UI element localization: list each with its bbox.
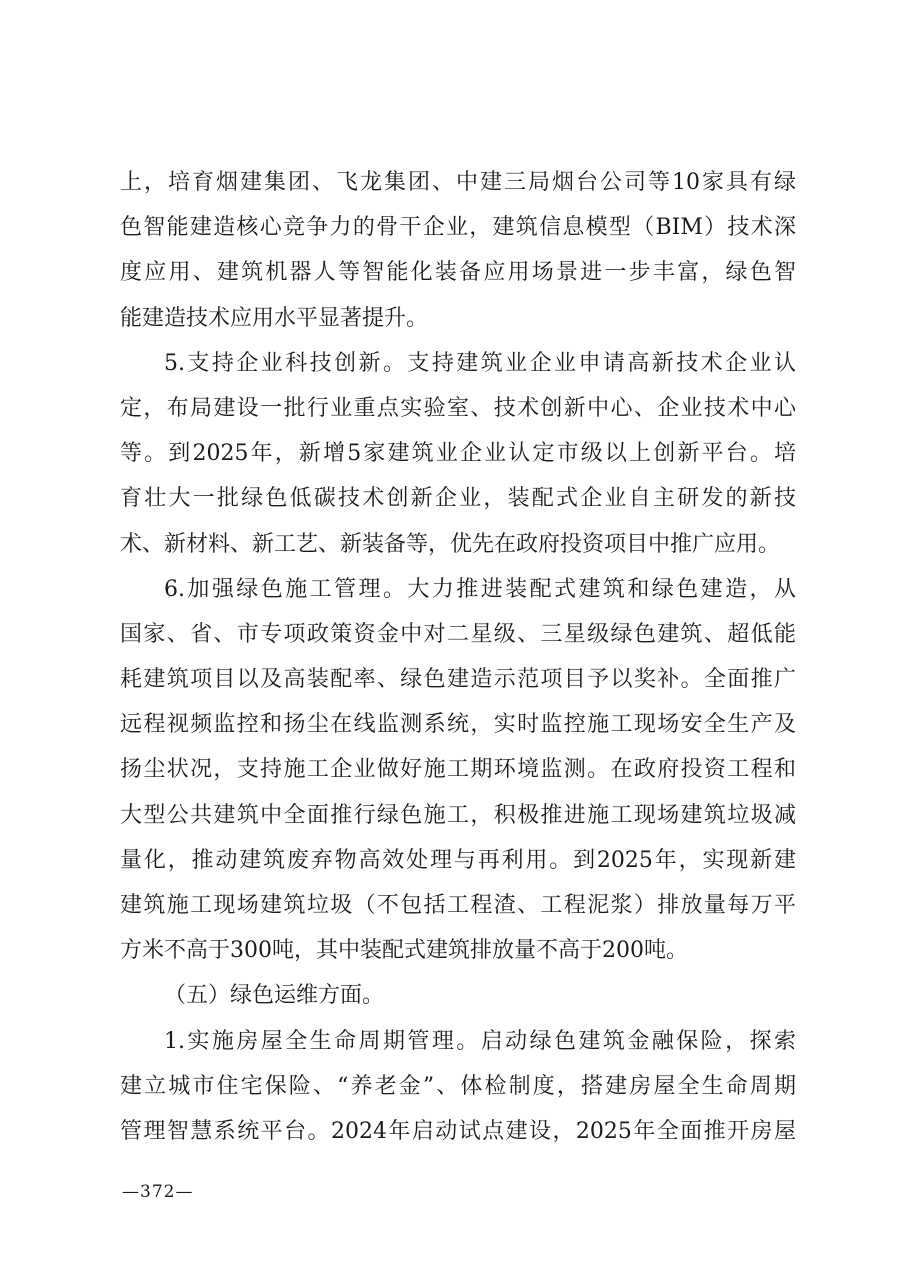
text-line: 上，培育烟建集团、飞龙集团、中建三局烟台公司等10家具有绿 [120, 170, 796, 195]
section-heading: （五）绿色运维方面。 [164, 983, 385, 1009]
text-line: 色智能建造核心竞争力的骨干企业，建筑信息模型（BIM）技术深 [120, 215, 796, 241]
text-line: 术、新材料、新工艺、新装备等，优先在政府投资项目中推广应用。 [120, 531, 781, 557]
text-line: 远程视频监控和扬尘在线监测系统，实时监控施工现场安全生产及 [120, 712, 796, 738]
text-line: 耗建筑项目以及高装配率、绿色建造示范项目予以奖补。全面推广 [120, 667, 796, 693]
page-number: —372— [122, 1182, 194, 1202]
text-line: 建立城市住宅保险、“养老金”、体检制度，搭建房屋全生命周期 [120, 1073, 796, 1099]
text-line: 6.加强绿色施工管理。大力推进装配式建筑和绿色建造，从 [164, 576, 796, 602]
text-line: 5.支持企业科技创新。支持建筑业企业申请高新技术企业认 [164, 350, 796, 376]
text-line: 1.实施房屋全生命周期管理。启动绿色建筑金融保险，探索 [164, 1028, 796, 1054]
text-line: 管理智慧系统平台。2024年启动试点建设，2025年全面推开房屋 [120, 1118, 796, 1144]
text-line: 能建造技术应用水平显著提升。 [120, 305, 429, 331]
text-line: 扬尘状况，支持施工企业做好施工期环境监测。在政府投资工程和 [120, 757, 796, 783]
text-line: 方米不高于300吨，其中装配式建筑排放量不高于200吨。 [120, 938, 688, 964]
text-line: 度应用、建筑机器人等智能化装备应用场景进一步丰富，绿色智 [120, 260, 796, 286]
text-line: 大型公共建筑中全面推行绿色施工，积极推进施工现场建筑垃圾减 [120, 802, 796, 828]
text-line: 育壮大一批绿色低碳技术创新企业，装配式企业自主研发的新技 [120, 486, 796, 512]
text-line: 建筑施工现场建筑垃圾（不包括工程渣、工程泥浆）排放量每万平 [120, 893, 796, 918]
text-line: 量化，推动建筑废弃物高效处理与再利用。到2025年，实现新建 [120, 847, 796, 873]
text-line: 等。到2025年，新增5家建筑业企业认定市级以上创新平台。培 [120, 441, 796, 467]
text-line: 定，布局建设一批行业重点实验室、技术创新中心、企业技术中心 [120, 395, 796, 421]
body-text [120, 160, 796, 1154]
text-line: 国家、省、市专项政策资金中对二星级、三星级绿色建筑、超低能 [120, 621, 796, 647]
